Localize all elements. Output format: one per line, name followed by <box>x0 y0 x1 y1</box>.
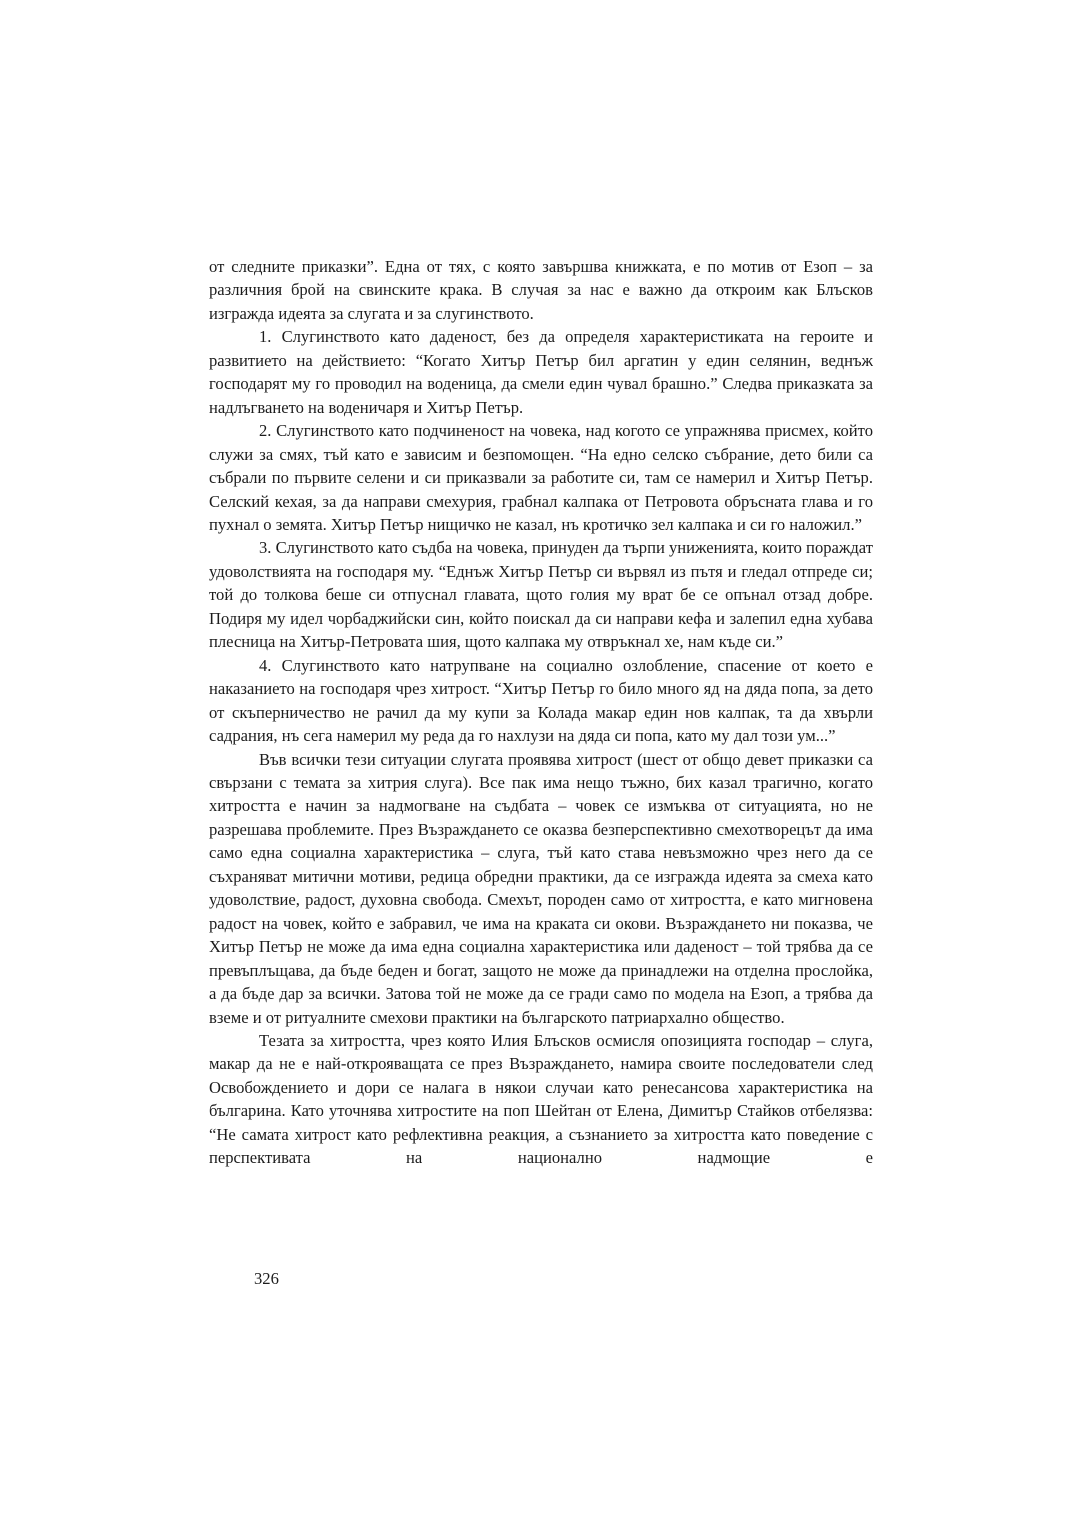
paragraph-point-4: 4. Слугинството като натрупване на социално озлобление, спасение от което е наказанието на господаря чрез хитрост. “Хитър Петър го било много яд на дяда попа, за дето от скъперничество не рачил да му купи за Колада макар един нов калпак, та да хвърли садрания, нъ сега намерил му реда да го нахлузи на дяда си попа, като му дал този ум...” <box>209 655 873 746</box>
paragraph-point-1: 1. Слугинството като даденост, без да определя характеристиката на героите и развитието на действието: “Когато Хитър Петър бил аргатин у един селянин, веднъж господарят му го проводил на воденица, да смели един чувал брашно.” Следва приказката за надлъгването на воденичаря и Хитър Петър. <box>209 327 873 417</box>
page-number: 326 <box>254 1269 279 1288</box>
paragraph-point-3: 3. Слугинството като съдба на човека, принуден да търпи униженията, които пораждат удоволствията на господаря му. “Еднъж Хитър Петър си вървял из пътя и гледал отпреде си; той до толкова беше си отпуснал главата, щото голия му врат бе се опънал отзад добре. Подиря му идел чорбаджийски син, който поискал да си направи кефа и залепил една хубава плесница на Хитър-Петровата шия, щото калпака му отвръкнал хе, нам къде си.” <box>209 538 873 652</box>
paragraph-thesis: Тезата за хитростта, чрез която Илия Блъсков осмисля опозицията господар – слуга, макар да не е най-открояващата се през Възраждането, намира своите последователи след Освобождението и дори се налага в някои случаи като ренесансова характеристика на българина. Като уточнява хитростите на поп Шейтан от Елена, Димитър Стайков отбелязва: “Не самата хитрост като рефлективна реакция, а съзнанието за хитростта като поведение с перспективата на национално надмощие е <box>209 1030 873 1168</box>
paragraph-analysis: Във всички тези ситуации слугата проявява хитрост (шест от общо девет приказки са свързани с темата за хитрия слуга). Все пак има нещо тъжно, бих казал трагично, когато хитростта е начин за надмогване на съдбата – човек се измъква от ситуацията, но не разрешава проблемите. През Възраждането се оказва безперспективно смехотворецът да има само една социална характеристика – слуга, тъй като става невъзможно чрез него да се съхраняват митични мотиви, редица обредни практики, да се изгражда идеята за смеха като удоволствие, радост, духовна свобода. Смехът, породен само от хитростта, е като мигновена радост на човек, който е забравил, че има на краката си окови. Възраждането ни показва, че Хитър Петър не може да има една социална характеристика или даденост – той трябва да се превъплъщава, да бъде беден и богат, защото не може да принадлежи на отделна прослойка, а да бъде дар за всички. Затова той не може да се гради само по модела на Езоп, а трябва да вземе и от ритуалните смехови практики на българското патриархално общество. <box>209 749 873 1027</box>
paragraph-point-2: 2. Слугинството като подчиненост на човека, над когото се упражнява присмех, който служи за смях, тъй като е зависим и безпомощен. “На едно селско събрание, дето били са събрали по първите селени и си приказвали за работите си, там се намерил и Хитър Петър. Селский кехая, за да направи смехурия, грабнал калпака от Петровота обръсната глава и го пухнал о земята. Хитър Петър нищичко не казал, нъ кротичко зел калпака и си го наложил.” <box>209 421 873 534</box>
paragraph-intro-continuation: от следните приказки”. Една от тях, с която завършва книжката, е по мотив от Езоп – за различния брой на свинските крака. В случая за нас е важно да откроим как Блъсков изгражда идеята за слугата и за слугинството. <box>209 257 873 323</box>
body-text <box>209 255 873 1170</box>
